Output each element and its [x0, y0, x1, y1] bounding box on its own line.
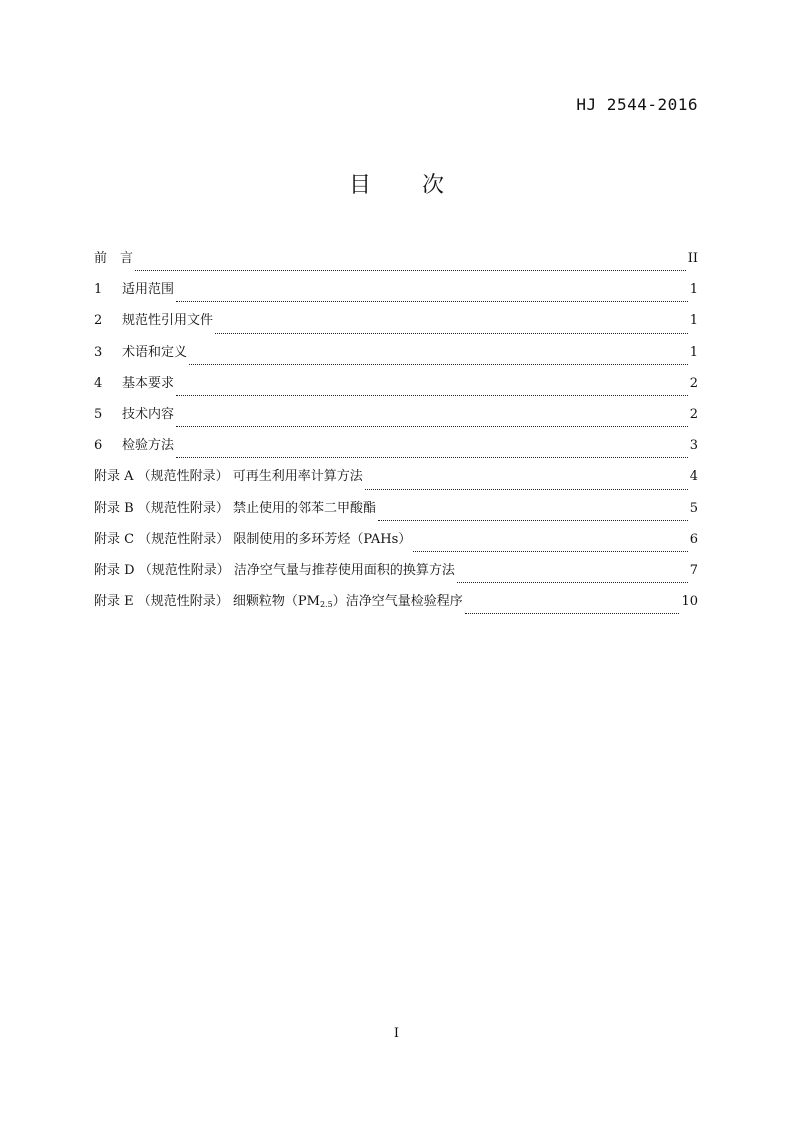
toc-entry-appendix-a[interactable]: [94, 467, 698, 498]
toc-entry-number: 5: [94, 406, 103, 422]
page-number: I: [393, 1026, 400, 1041]
toc-entry-label: 附录 C （规范性附录） 限制使用的多环芳烃（PAHs）: [94, 531, 412, 547]
toc-leader: [176, 457, 688, 458]
toc-leader: [215, 333, 688, 334]
toc-entry-number: 3: [94, 344, 103, 360]
toc-entry-page: 1: [689, 313, 698, 329]
toc-entry-appendix-e[interactable]: [94, 592, 698, 623]
toc-entry-label: 适用范围: [122, 282, 175, 298]
toc-entry-label: 术语和定义: [122, 344, 188, 360]
pm-subscript: 2.5: [319, 600, 333, 610]
toc-entry-2[interactable]: [94, 311, 698, 342]
toc-entry-appendix-b[interactable]: [94, 499, 698, 530]
toc-leader: [457, 582, 688, 583]
toc-leader: [176, 301, 688, 302]
toc-leader: [135, 270, 686, 271]
toc-entry-6[interactable]: [94, 436, 698, 467]
toc-entry-4[interactable]: [94, 374, 698, 405]
toc-entry-page: 3: [689, 438, 698, 454]
toc-entry-label: 附录 A （规范性附录） 可再生利用率计算方法: [94, 469, 363, 485]
toc-entry-label: 规范性引用文件: [122, 313, 214, 329]
toc-entry-page: 6: [689, 531, 698, 547]
toc-entry-1[interactable]: [94, 280, 698, 311]
toc-leader: [176, 426, 688, 427]
toc-entry-label-prefix: 附录 E （规范性附录） 细颗粒物（PM: [94, 594, 320, 610]
toc-entry-page: 10: [681, 594, 698, 610]
toc-entry-label: 技术内容: [122, 406, 175, 422]
toc-entry-page: 2: [689, 406, 698, 422]
toc-entry-foreword[interactable]: [94, 249, 698, 280]
toc-entry-page: 5: [689, 500, 698, 516]
toc-entry-appendix-d[interactable]: [94, 561, 698, 592]
toc-entry-5[interactable]: [94, 405, 698, 436]
toc-entry-page: 1: [689, 344, 698, 360]
toc-entry-page: 7: [689, 562, 698, 578]
toc-entry-number: 1: [94, 282, 103, 298]
standard-code: HJ 2544-2016: [576, 95, 698, 114]
toc-entry-number: 6: [94, 438, 103, 454]
toc-leader: [189, 364, 688, 365]
toc-entry-number: 4: [94, 375, 103, 391]
table-of-contents: [94, 249, 698, 623]
toc-entry-page: 2: [689, 375, 698, 391]
toc-leader: [378, 520, 688, 521]
toc-entry-label: 附录 D （规范性附录） 洁净空气量与推荐使用面积的换算方法: [94, 562, 455, 578]
page-title: 目 次: [349, 173, 466, 198]
toc-entry-page: 1: [689, 282, 698, 298]
toc-entry-3[interactable]: [94, 343, 698, 374]
toc-entry-page: II: [687, 251, 698, 266]
toc-leader: [413, 551, 687, 552]
toc-entry-label-suffix: ）洁净空气量检验程序: [332, 594, 463, 610]
toc-entry-label: 检验方法: [122, 438, 175, 454]
toc-entry-label: 附录 B （规范性附录） 禁止使用的邻苯二甲酸酯: [94, 500, 376, 516]
toc-entry-label: [94, 592, 463, 615]
toc-entry-label: 前 言: [94, 251, 134, 266]
toc-entry-label: 基本要求: [122, 375, 175, 391]
toc-entry-appendix-c[interactable]: [94, 530, 698, 561]
toc-leader: [465, 613, 680, 614]
toc-leader: [365, 489, 688, 490]
toc-entry-page: 4: [689, 469, 698, 485]
toc-entry-number: 2: [94, 313, 103, 329]
toc-leader: [176, 395, 688, 396]
